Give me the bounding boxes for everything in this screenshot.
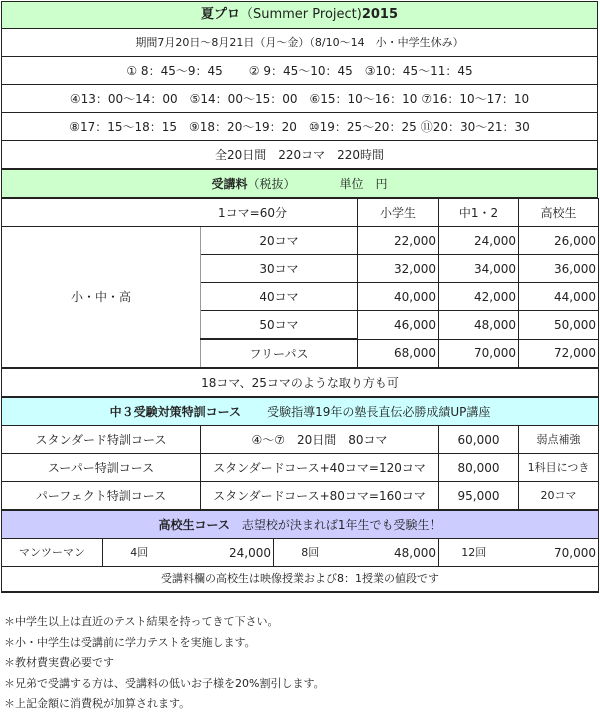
fees-unit: 単位 円 [339,176,388,191]
price-cell: 40,000 [358,283,439,311]
plan-label: 40コマ [201,283,358,311]
group-label: 小・中・高 [2,227,201,369]
high-school-table [1,510,599,593]
plan-label: フリーパス [201,339,358,368]
time-slots-row-1 [2,57,598,85]
course-price: 95,000 [439,482,519,510]
footnote: ＊教材費実費必要です [4,656,114,669]
time-slots-row-3 [2,113,598,141]
period-text: 期間7月20日～8月21日（月～金）（8/10～14 小・中学生休み） [2,29,598,57]
plan-label: 20コマ [201,227,358,255]
table-row [2,227,599,255]
price-cell: 42,000 [439,283,519,311]
table-row [2,426,599,454]
option-price: 48,000 [347,539,439,567]
time-slot: ① 8：45～9：45 [126,63,223,78]
footnote: ＊小・中学生は受講前に学力テストを実施します。 [4,635,256,649]
course-detail: スタンダードコース+40コマ=120コマ [201,454,439,482]
plan-label: 50コマ [201,311,358,340]
exam-course-header [2,398,599,426]
price-cell: 22,000 [358,227,439,255]
totals-text: 全20日間 220コマ 220時間 [2,141,598,170]
title-year: 2015 [361,7,399,22]
high-school-note: 受講料欄の高校生は映像授業および8：1授業の値段です [2,567,599,593]
course-note: 弱点補強 [519,426,599,454]
unit-label: 1コマ=60分 [2,199,358,227]
schedule-table [1,1,598,198]
price-cell: 24,000 [439,227,519,255]
price-cell: 72,000 [519,339,599,368]
option-count: 12回 [439,539,509,567]
price-cell: 46,000 [358,311,439,340]
fees-header [2,169,598,198]
course-detail: スタンダードコース+80コマ=160コマ [201,482,439,510]
price-cell: 48,000 [439,311,519,340]
fees-header-label: 受講料 [211,176,248,191]
price-cell: 26,000 [519,227,599,255]
option-count: 4回 [103,539,176,567]
fees-table [1,198,599,397]
time-slot: ⑧17：15～18：15 [69,119,178,134]
time-slot: ⑥15：10～16：10 [309,91,418,106]
exam-course-table [1,397,599,510]
course-price: 80,000 [439,454,519,482]
course-note: 20コマ [519,482,599,510]
table-row [2,539,599,567]
option-price: 70,000 [509,539,599,567]
fees-note: 18コマ、25コマのような取り方も可 [2,368,599,397]
table-row [2,482,599,510]
exam-course-title: 中３受験対策特訓コース [109,404,242,419]
time-slot: ③10：45～11：45 [364,63,473,78]
course-name: パーフェクト特訓コース [2,482,201,510]
time-slot: ⑨18：20～19：20 [189,119,297,134]
time-slot: ⑪20：30～21：30 [420,119,530,134]
time-slot: ④13：00～14：00 [69,91,178,106]
course-detail: ④～⑦ 20日間 80コマ [201,426,439,454]
price-cell: 36,000 [519,255,599,283]
time-slot: ⑤14：00～15：00 [189,91,298,106]
page-title [2,2,598,29]
price-cell: 50,000 [519,311,599,340]
footnote: ＊兄弟で受講する方は、受講料の低いお子様を20%割引します。 [4,676,325,690]
price-cell: 68,000 [358,339,439,368]
title-prefix: 夏プロ [200,7,240,22]
mantoman-label: マンツーマン [2,539,103,567]
footnote: ＊中学生以上は直近のテスト結果を持ってきて下さい。 [4,615,279,628]
column-header: 小学生 [358,199,439,227]
price-cell: 34,000 [439,255,519,283]
time-slot: ⑩19：25～20：25 [308,119,417,134]
table-row [2,454,599,482]
price-cell: 44,000 [519,283,599,311]
price-cell: 70,000 [439,339,519,368]
time-slot: ② 9：45～10：45 [248,63,353,78]
title-english: （Summer Project) [239,7,362,22]
high-school-subtitle: 志望校が決まれば1年生でも受験生！ [241,517,442,532]
course-name: スタンダード特訓コース [2,426,201,454]
time-slot: ⑦16：10～17：10 [421,91,530,106]
course-name: スーパー特訓コース [2,454,201,482]
fees-header-tax: （税抜） [247,176,296,191]
course-price: 60,000 [439,426,519,454]
option-price: 24,000 [176,539,274,567]
high-school-title: 高校生コース [158,517,230,532]
time-slots-row-2 [2,85,598,113]
column-header: 中1・2 [439,199,519,227]
option-count: 8回 [274,539,347,567]
plan-label: 30コマ [201,255,358,283]
exam-course-subtitle: 受験指導19年の塾長直伝必勝成績UP講座 [267,404,491,419]
course-note: 1科目につき [519,454,599,482]
summer-project-table [1,1,598,593]
footnotes [4,612,325,715]
high-school-header [2,511,599,539]
column-header: 高校生 [519,199,599,227]
price-cell: 32,000 [358,255,439,283]
footnote: ＊上記金額に消費税が加算されます。 [4,697,191,710]
